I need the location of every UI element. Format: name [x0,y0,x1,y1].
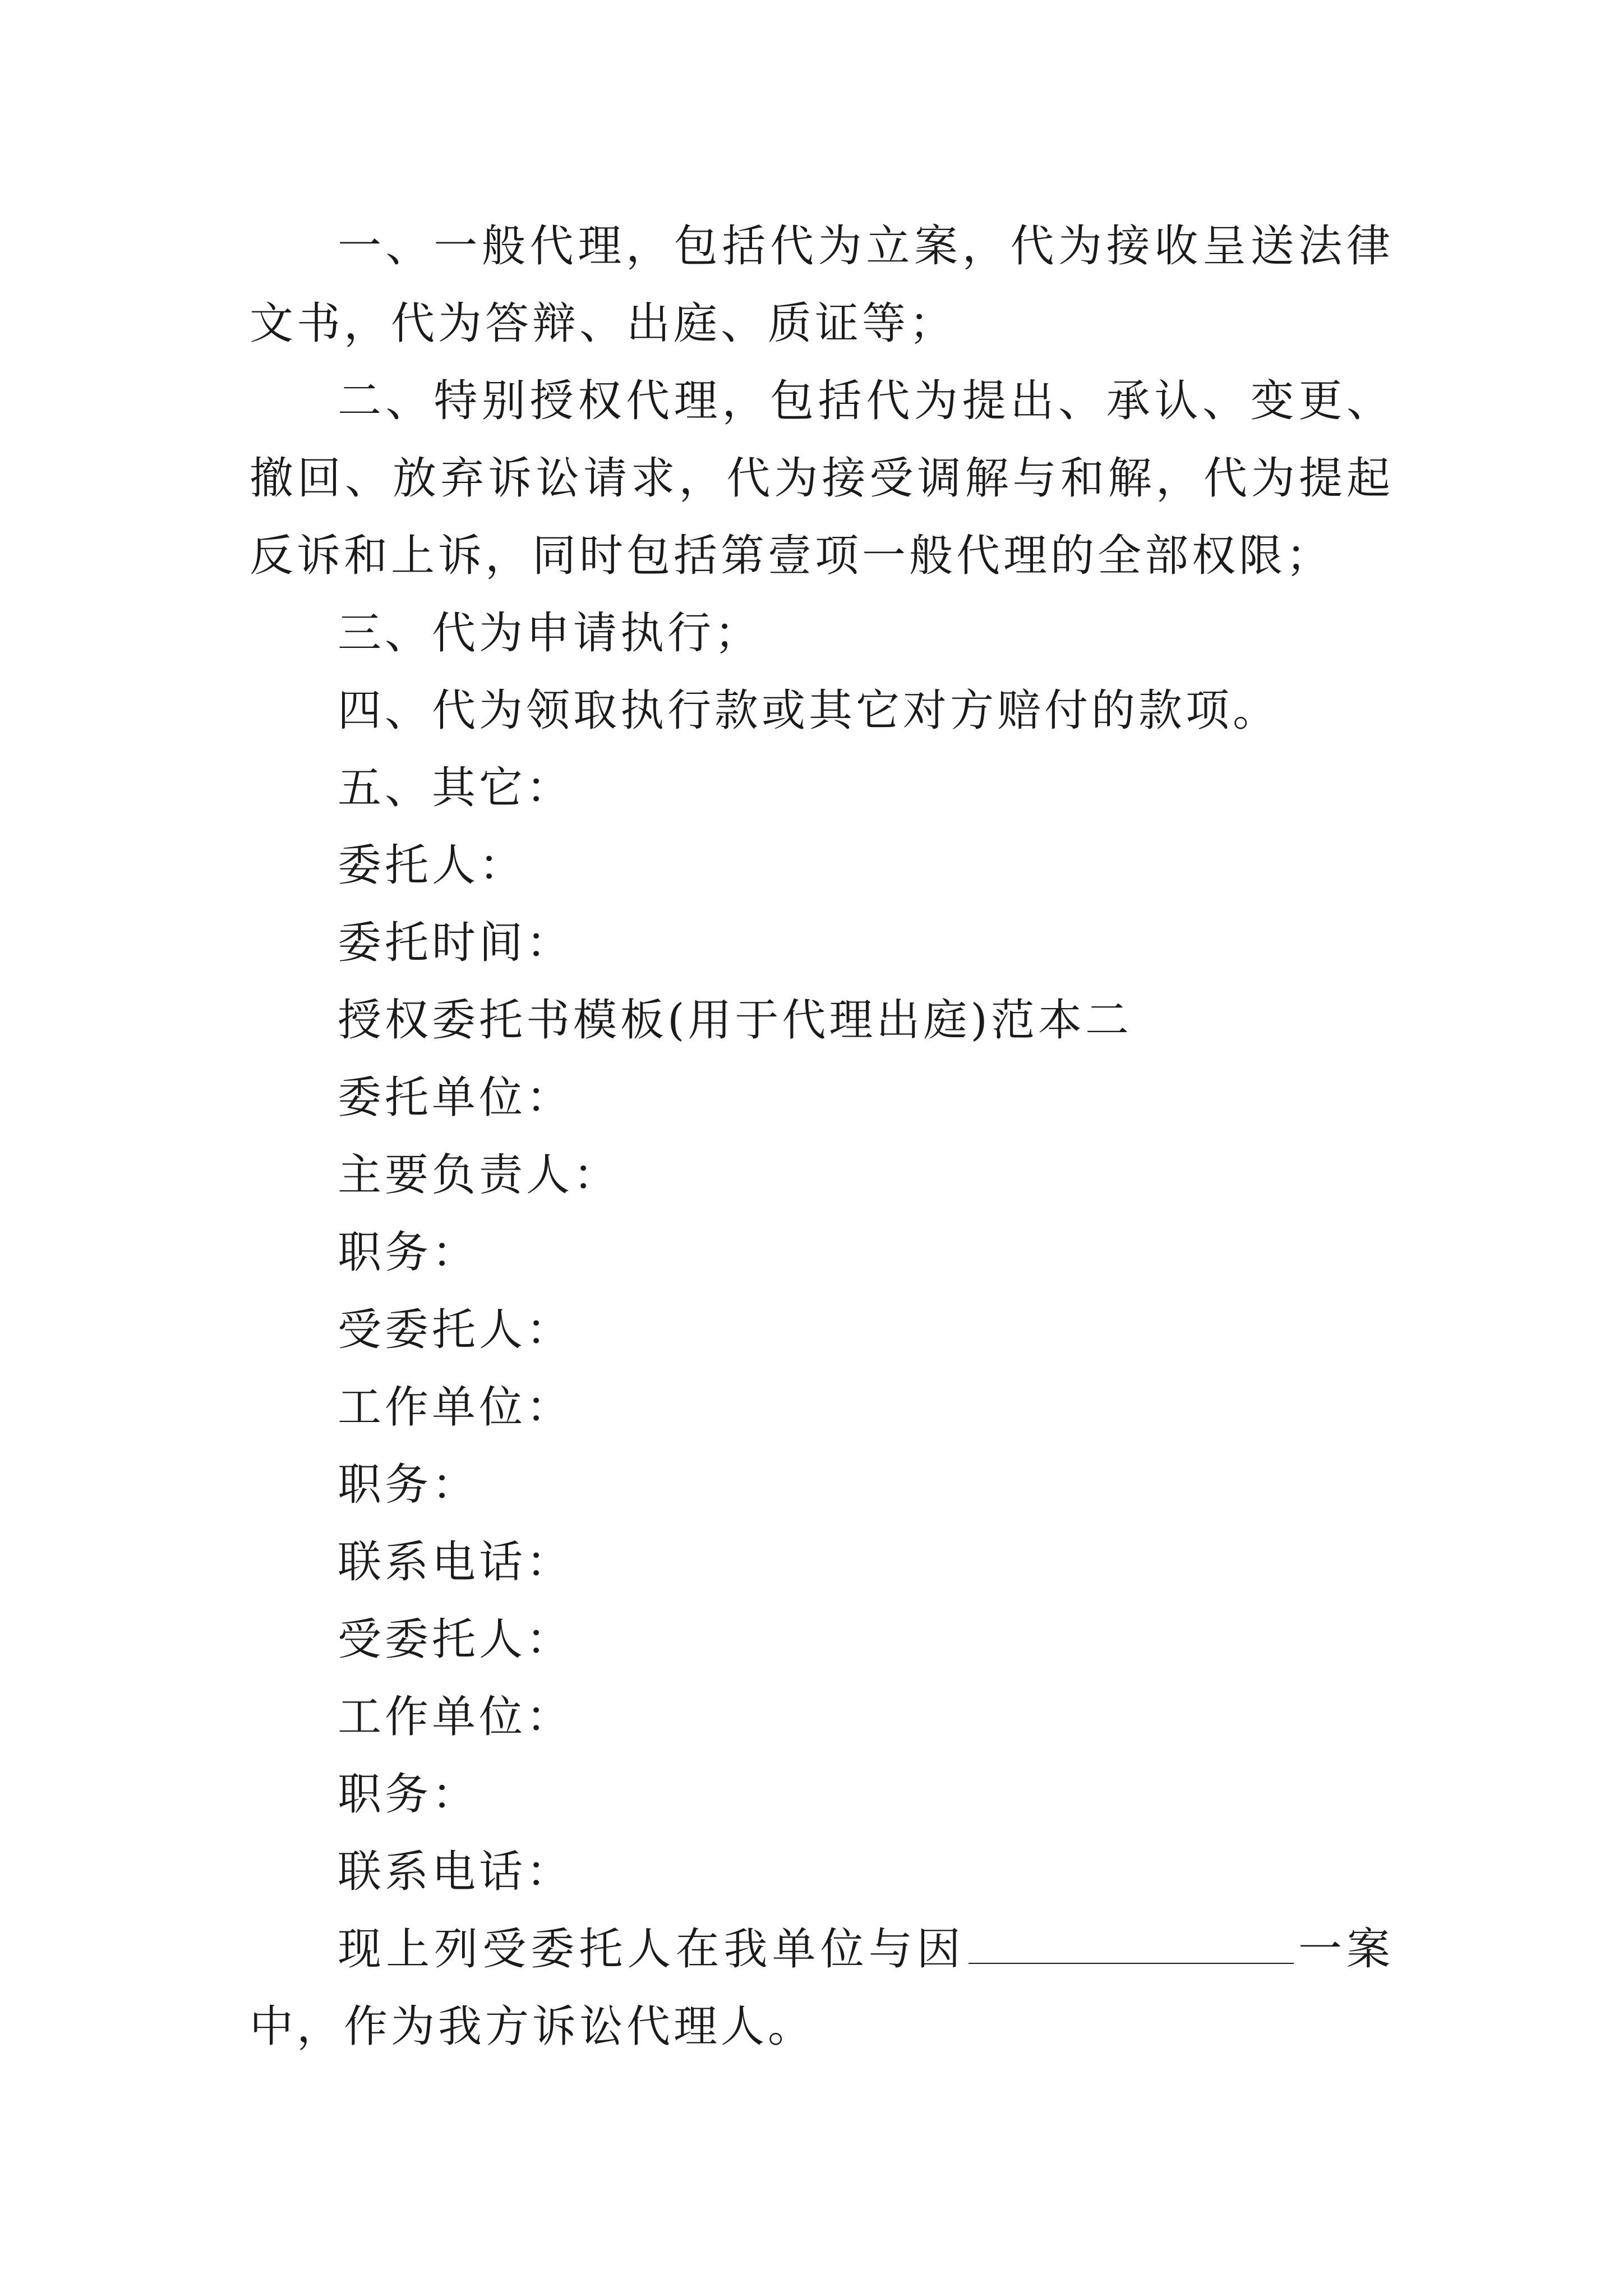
entrust-date-label: 委托时间： [338,918,574,968]
chief-responsible-label: 主要负责人： [338,1150,621,1200]
case-name-blank [969,1924,1294,1964]
work-unit-label: 工作单位： [338,1382,574,1433]
position-label: 职务： [338,1769,479,1820]
clause-other: 五、其它： [338,763,574,813]
final-statement-end: 一案中，作为我方诉讼代理人。 [250,1924,1394,2052]
position-label: 职务： [338,1227,479,1278]
agent-label: 受委托人： [338,1305,574,1355]
document-body [250,208,1394,2065]
position-label: 职务： [338,1460,479,1510]
clause-general-agency: 一、一般代理，包括代为立案，代为接收呈送法律文书，代为答辩、出庭、质证等； [250,221,1394,349]
final-statement [250,1911,1394,2065]
template-title: 授权委托书模板(用于代理出庭)范本二 [338,995,1132,1046]
principal-label: 委托人： [338,840,527,891]
work-unit-label: 工作单位： [338,1692,574,1742]
phone-label: 联系电话： [338,1537,574,1588]
clause-special-authorization: 二、特别授权代理，包括代为提出、承认、变更、撤回、放弃诉讼请求，代为接受调解与和解，代为提起反诉和上诉，同时包括第壹项一般代理的全部权限； [250,376,1394,581]
agent-label: 受委托人： [338,1614,574,1665]
clause-apply-enforcement: 三、代为申请执行； [338,608,762,659]
phone-label: 联系电话： [338,1847,574,1897]
entrusting-unit-label: 委托单位： [338,1073,574,1123]
clause-receive-payment: 四、代为领取执行款或其它对方赔付的款项。 [338,685,1280,736]
final-statement-start: 现上列受委托人在我单位与因 [338,1924,965,1975]
